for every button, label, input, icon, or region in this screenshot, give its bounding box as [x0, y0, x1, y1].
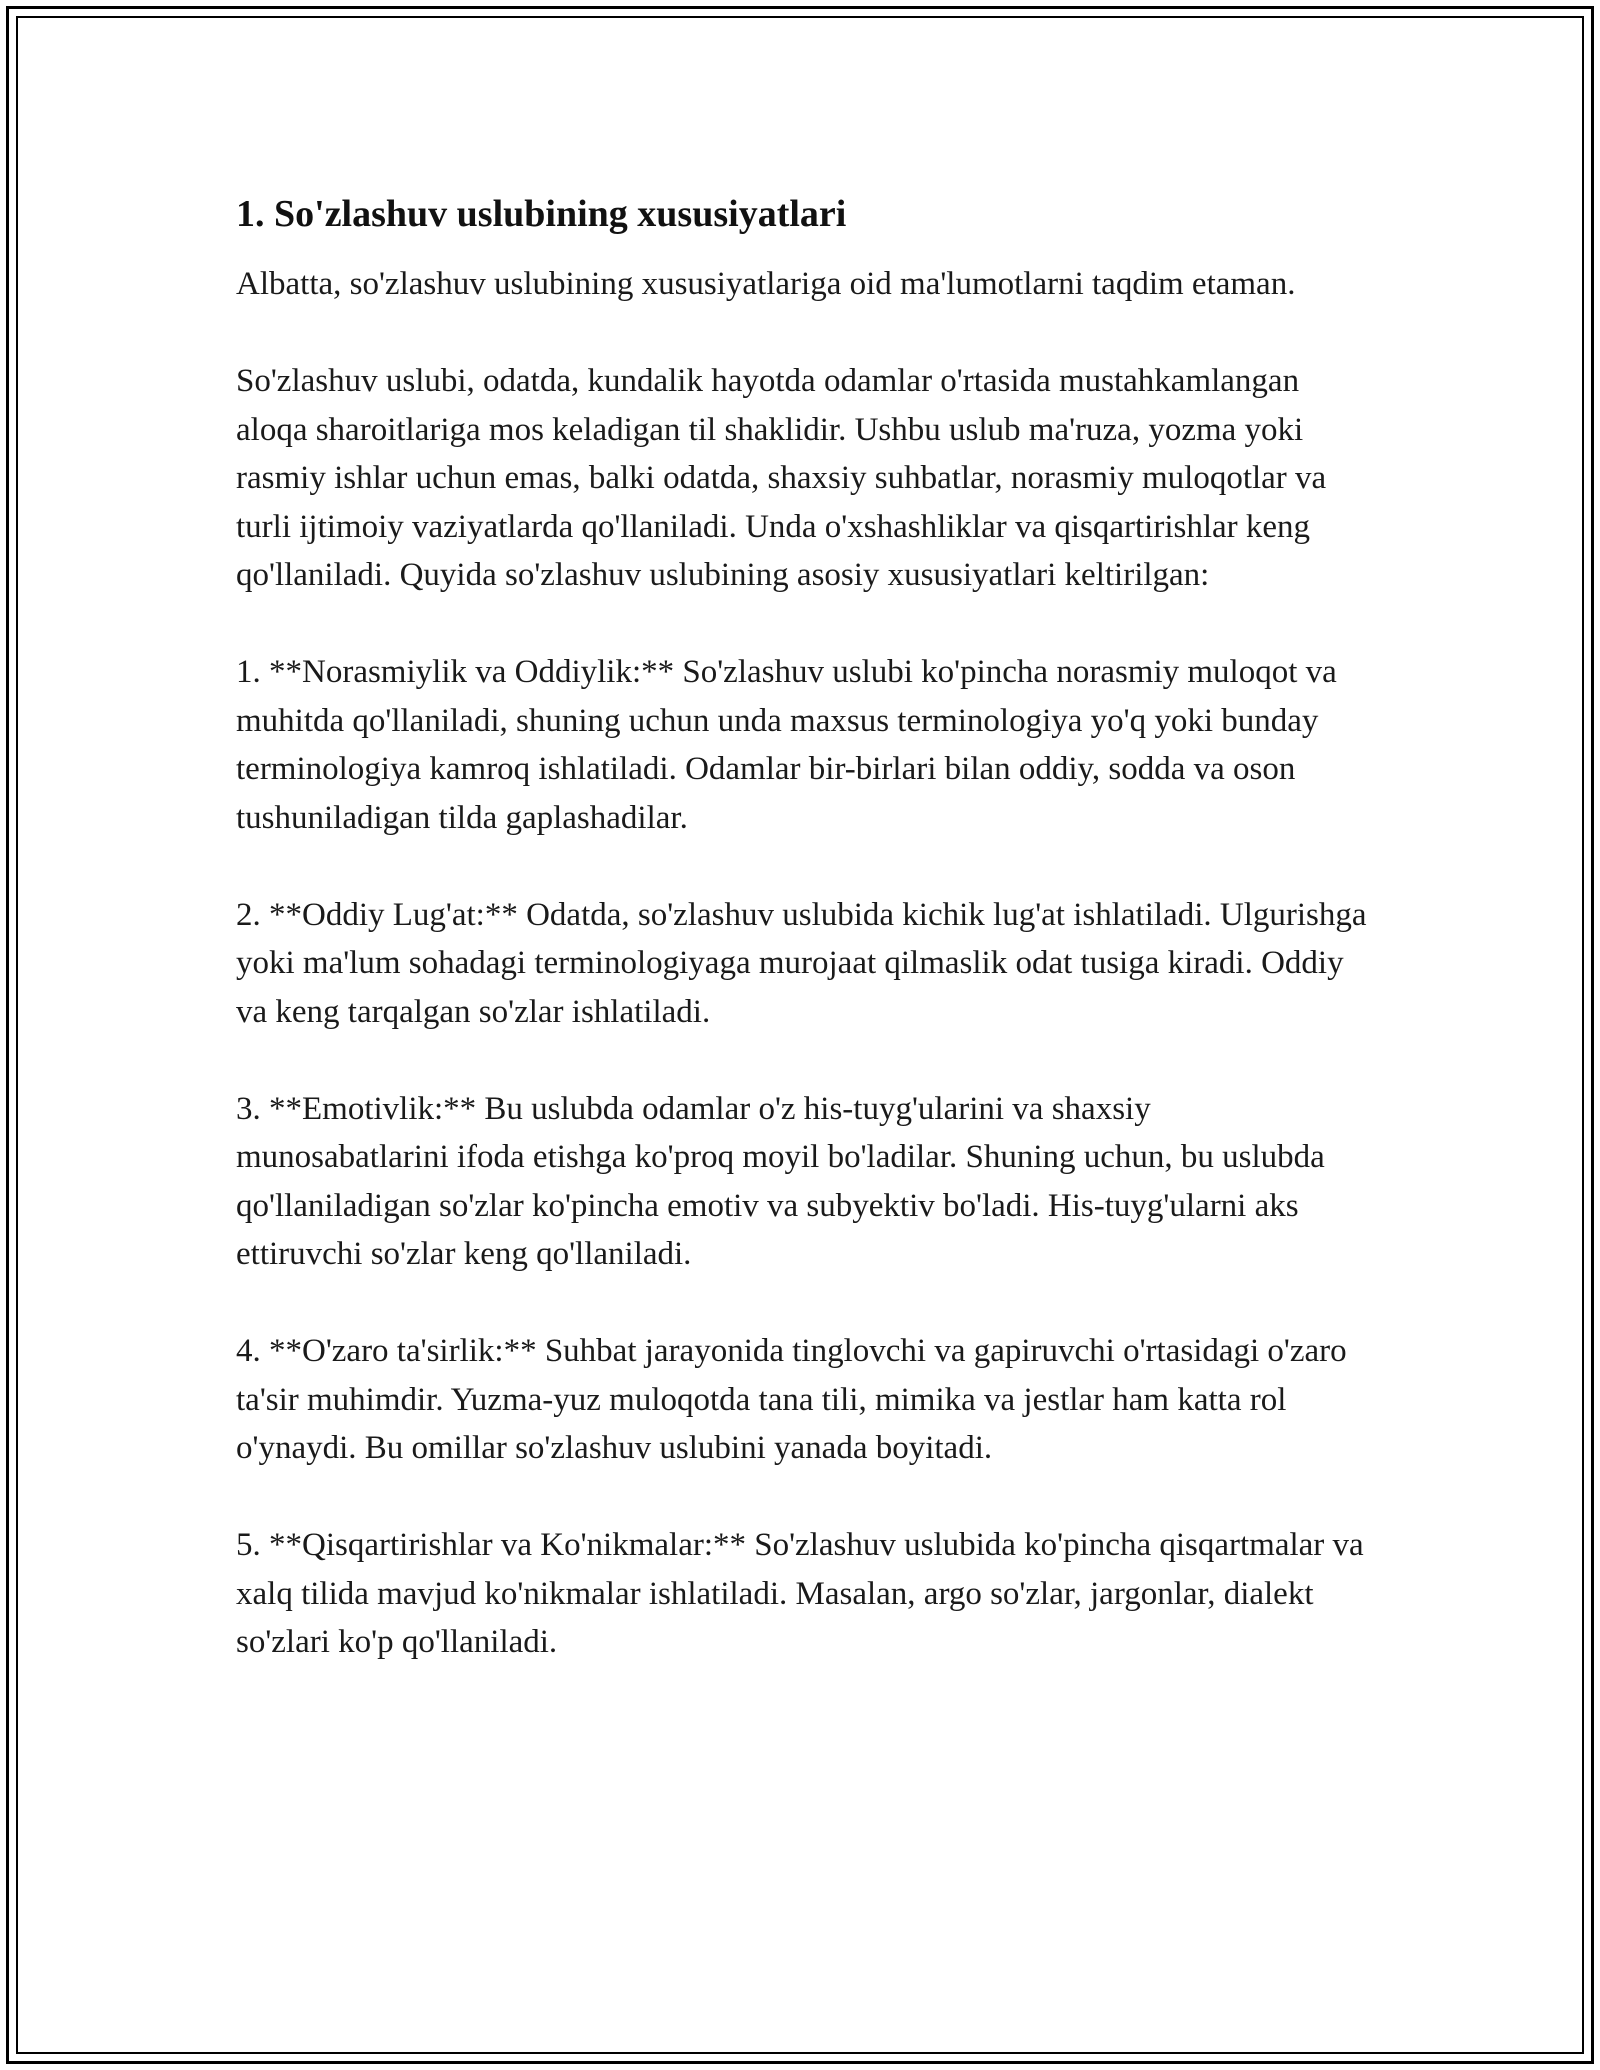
intro-paragraph: Albatta, so'zlashuv uslubining xususiyatlariga oid ma'lumotlarni taqdim etaman.	[236, 266, 1296, 302]
list-item-vocabulary: 2. **Oddiy Lug'at:** Odatda, so'zlashuv uslubida kichik lug'at ishlatiladi. Ulgurishga yoki ma'lum sohadagi terminologiyaga murojaat qilmaslik odat tusiga kiradi. Oddiy va keng tarqalgan so'zlar ishlatiladi.	[236, 896, 1375, 1030]
section-title: 1. So'zlashuv uslubining xususiyatlari	[236, 193, 847, 235]
overview-paragraph: So'zlashuv uslubi, odatda, kundalik hayotda odamlar o'rtasida mustahkamlangan aloqa sharoitlariga mos keladigan til shaklidir. Ushbu uslub ma'ruza, yozma yoki rasmiy ishlar uchun emas, balki odatda, shaxsiy suhbatlar, norasmiy muloqotlar va turli ijtimoiy vaziyatlarda qo'llaniladi. Unda o'xshashliklar va qisqartirishlar keng qo'llaniladi. Quyida so'zlashuv uslubining asosiy xususiyatlari keltirilgan:	[236, 363, 1335, 593]
list-item-emotivity: 3. **Emotivlik:** Bu uslubda odamlar o'z his-tuyg'ularini va shaxsiy munosabatlarini ifoda etishga ko'proq moyil bo'ladilar. Shuning uchun, bu uslubda qo'llaniladigan so'zlar ko'pincha emotiv va subyektiv bo'ladi. His-tuyg'ularni aks ettiruvchi so'zlar keng qo'llaniladi.	[236, 1090, 1334, 1272]
list-item-informality: 1. **Norasmiylik va Oddiylik:** So'zlashuv uslubi ko'pincha norasmiy muloqot va muhitda qo'llaniladi, shuning uchun unda maxsus terminologiya yo'q yoki bunday terminologiya kamroq ishlatiladi. Odamlar bir-birlari bilan oddiy, sodda va oson tushuniladigan tilda gaplashadilar.	[236, 654, 1346, 836]
document-body	[236, 186, 1375, 1667]
list-item-interaction: 4. **O'zaro ta'sirlik:** Suhbat jarayonida tinglovchi va gapiruvchi o'rtasidagi o'zaro ta'sir muhimdir. Yuzma-yuz muloqotda tana tili, mimika va jestlar ham katta rol o'ynaydi. Bu omillar so'zlashuv uslubini yanada boyitadi.	[236, 1333, 1355, 1466]
list-item-abbreviations: 5. **Qisqartirishlar va Ko'nikmalar:** So'zlashuv uslubida ko'pincha qisqartmalar va xalq tilida mavjud ko'nikmalar ishlatiladi. Masalan, argo so'zlar, jargonlar, dialekt so'zlari ko'p qo'llaniladi.	[236, 1527, 1372, 1660]
